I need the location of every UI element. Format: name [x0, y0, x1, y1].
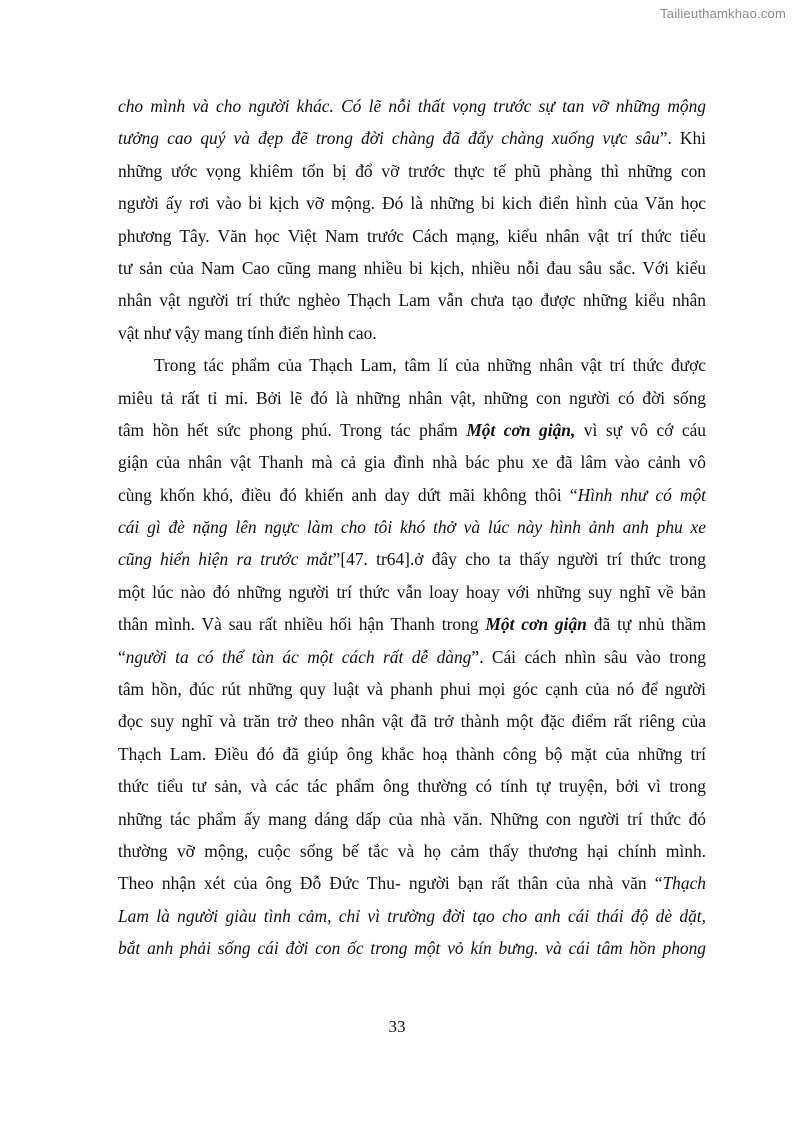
text-segment: tư sản của Nam Cao cũng mang nhiều bi kịch, nhiều nỗi đau sâu sắc. Với kiểu — [118, 257, 706, 278]
text-segment: đã tự nhủ thầm — [586, 614, 707, 635]
text-segment: tâm hồn hết sức phong phú. Trong tác phẩm — [118, 419, 467, 440]
quoted-text: bắt anh phải sống cái đời con ốc trong một vỏ kín bưng. và cái tâm hồn phong — [118, 938, 706, 959]
text-segment: cùng khốn khó, điều đó khiến anh day dứt mãi không thôi “ — [118, 484, 578, 505]
text-line — [118, 705, 706, 737]
text-line — [118, 187, 706, 219]
text-line — [118, 382, 706, 414]
text-segment: tâm hồn, đúc rút những quy luật và phanh phui mọi góc cạnh của nó để người — [118, 679, 706, 700]
text-line — [118, 738, 706, 770]
text-line — [118, 576, 706, 608]
text-segment: Trong tác phẩm của Thạch Lam, tâm lí của những nhân vật trí thức được — [154, 355, 706, 376]
text-line — [118, 317, 706, 349]
text-line — [118, 220, 706, 252]
quoted-text: Thạch — [662, 873, 706, 894]
text-line — [118, 252, 706, 284]
text-segment: “ — [118, 646, 126, 667]
text-line — [118, 608, 706, 640]
text-segment: Theo nhận xét của ông Đỗ Đức Thu- người bạn rất thân của nhà văn “ — [118, 873, 663, 894]
text-line — [118, 511, 706, 543]
text-segment: nhân vật người trí thức nghèo Thạch Lam vẫn chưa tạo được những kiểu nhân — [118, 290, 706, 311]
text-segment: Thạch Lam. Điều đó đã giúp ông khắc hoạ thành công bộ mặt của những trí — [118, 743, 706, 764]
work-title: Một cơn giận — [485, 614, 587, 635]
text-line — [118, 932, 706, 964]
text-segment: vì sự vô cớ cáu — [575, 419, 707, 440]
text-segment: những ước vọng khiêm tốn bị đổ vỡ trước thực tế phũ phàng thì những con — [118, 160, 706, 181]
text-segment: ”. Cái cách nhìn sâu vào trong — [471, 646, 706, 667]
quoted-text: cho mình và cho người khác. Có lẽ nỗi thất vọng trước sự tan vỡ những mộng — [118, 96, 706, 116]
text-line — [118, 349, 706, 381]
quoted-text: cái gì đè nặng lên ngực làm cho tôi khó thở và lúc này hình ảnh anh phu xe — [118, 517, 706, 538]
work-title: Một cơn giận, — [466, 419, 576, 440]
text-segment: thức tiểu tư sản, và các tác phẩm ông thường có tính tự truyện, bởi vì trong — [118, 776, 706, 797]
quoted-text: Hình như có một — [577, 484, 706, 505]
text-line — [118, 122, 706, 154]
text-line — [118, 284, 706, 316]
quoted-text: người ta có thể tàn ác một cách rất dễ dàng — [125, 646, 472, 667]
text-line — [118, 414, 706, 446]
text-segment: những tác phẩm ấy mang dáng dấp của nhà văn. Những con người trí thức đó — [118, 808, 706, 829]
text-line — [118, 446, 706, 478]
text-line — [118, 900, 706, 932]
text-segment: người ấy rơi vào bi kịch vỡ mộng. Đó là những bi kich điển hình của Văn học — [118, 193, 706, 214]
text-segment: vật như vậy mang tính điển hình cao. — [118, 322, 377, 343]
text-line — [118, 90, 706, 122]
text-line — [118, 641, 706, 673]
watermark-text: Tailieuthamkhao.com — [660, 6, 786, 21]
text-segment: đọc suy nghĩ và trăn trở theo nhân vật đã trở thành một đặc điểm rất riêng của — [118, 711, 706, 732]
text-line — [118, 543, 706, 575]
text-line — [118, 803, 706, 835]
text-segment: thân mình. Và sau rất nhiều hối hận Thanh trong — [118, 614, 486, 635]
text-segment: miêu tả rất tỉ mỉ. Bởi lẽ đó là những nhân vật, những con người có đời sống — [118, 387, 706, 408]
page-number: 33 — [388, 1017, 406, 1036]
text-line — [118, 770, 706, 802]
quoted-text: cũng hiển hiện ra trước mắt — [118, 549, 333, 570]
document-body — [118, 90, 706, 965]
text-line — [118, 867, 706, 899]
text-line — [118, 835, 706, 867]
text-line — [118, 155, 706, 187]
text-line — [118, 673, 706, 705]
text-segment: thường vỡ mộng, cuộc sống bế tắc và họ cảm thấy thương hại chính mình. — [118, 840, 706, 861]
text-segment: một lúc nào đó những người trí thức vẫn loay hoay với những suy nghĩ về bản — [118, 581, 706, 602]
text-segment: giận của nhân vật Thanh mà cả gia đình nhà bác phu xe đã lâm vào cảnh vô — [118, 452, 706, 473]
quoted-text: Lam là người giàu tình cảm, chỉ vì trường đời tạo cho anh cái thái độ dè dặt, — [118, 905, 706, 926]
quoted-text: tưởng cao quý và đẹp đẽ trong đời chàng đã đẩy chàng xuống vực sâu — [118, 128, 660, 149]
text-line — [118, 479, 706, 511]
text-segment: phương Tây. Văn học Việt Nam trước Cách mạng, kiểu nhân vật trí thức tiểu — [118, 225, 706, 246]
text-segment: ”. Khi — [659, 128, 706, 149]
text-segment: ”[47. tr64].ở đây cho ta thấy người trí thức trong — [332, 549, 706, 570]
